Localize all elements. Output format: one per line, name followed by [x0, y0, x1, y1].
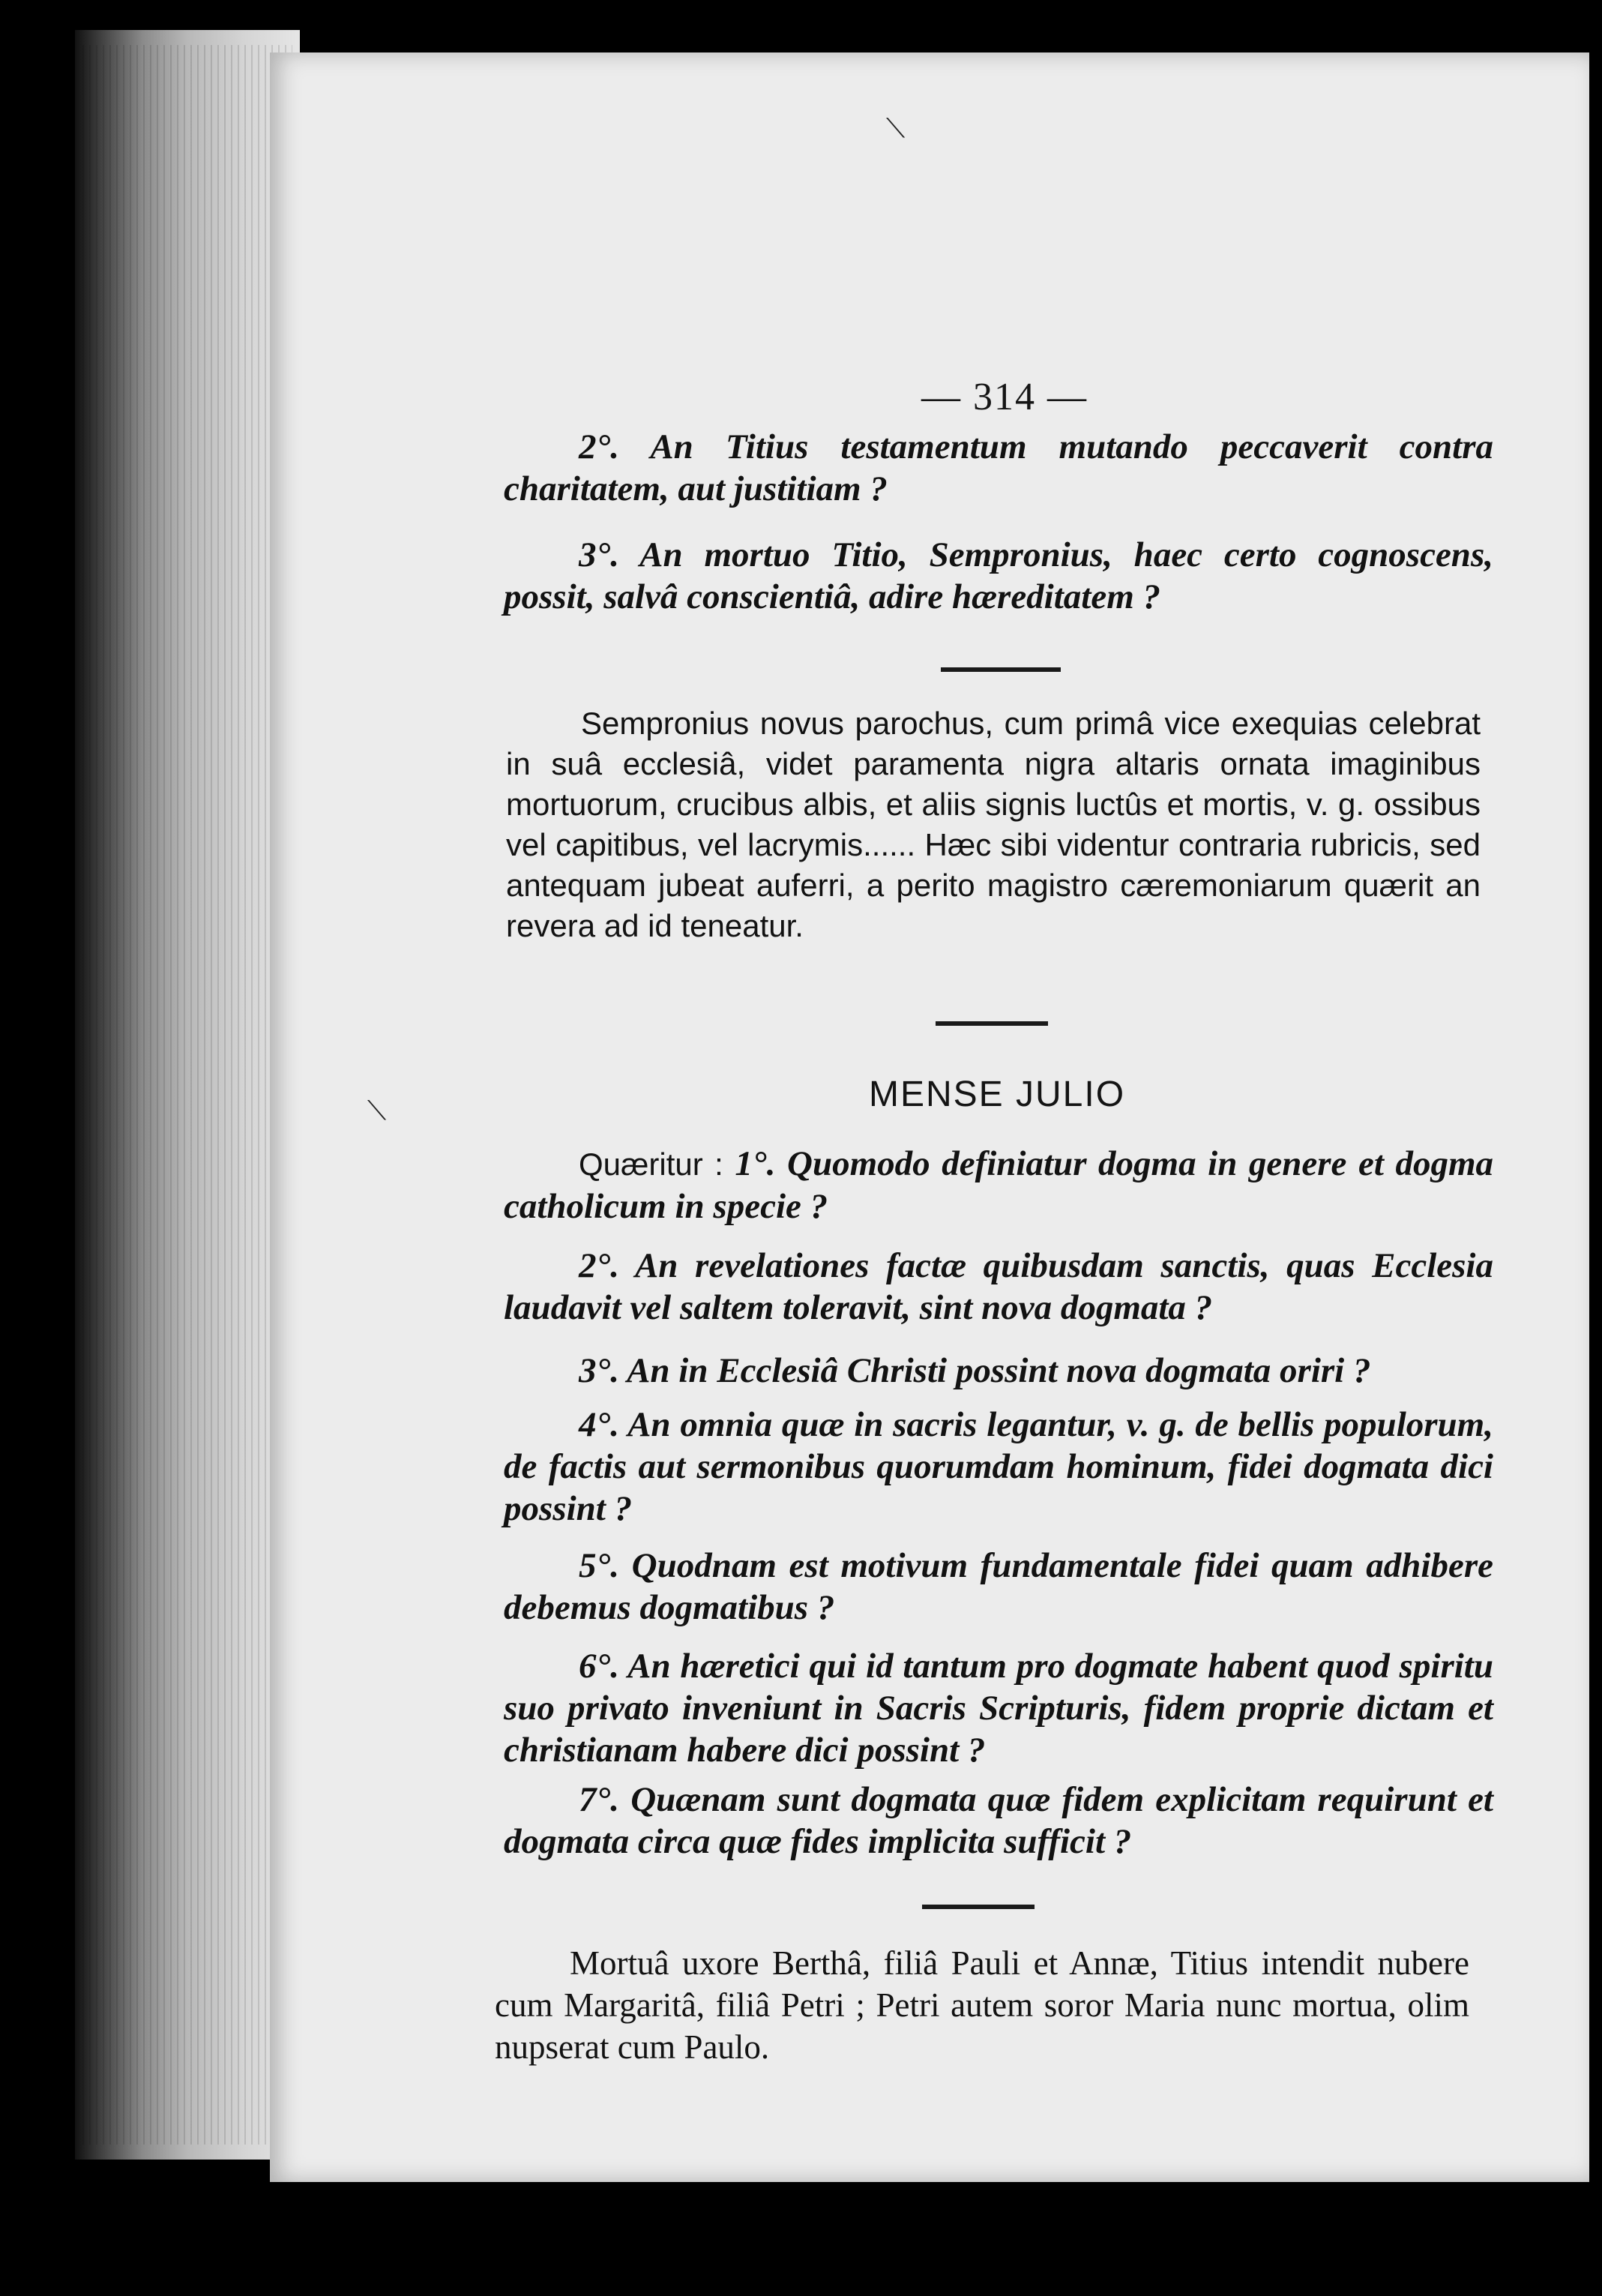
scan-mark: ⟍ — [367, 1096, 387, 1126]
question-number: 2°. — [579, 427, 620, 466]
question-number: 4°. — [579, 1405, 620, 1444]
quaeritur-label: Quæritur : — [579, 1147, 723, 1182]
page-number: — 314 — — [921, 376, 1088, 418]
section-divider — [922, 1905, 1035, 1909]
question-text: An revelationes factæ quibusdam sanctis, quas Ecclesia laudavit vel saltem toleravit, sint nova dogmata ? — [504, 1246, 1493, 1327]
question-1-dogma — [504, 1143, 1493, 1227]
question-3-titius — [504, 534, 1493, 618]
question-text: An in Ecclesiâ Christi possint nova dogmata oriri ? — [627, 1351, 1371, 1390]
question-number: 3°. — [579, 535, 620, 574]
question-number: 7°. — [579, 1780, 620, 1819]
question-4-sacris — [504, 1404, 1493, 1530]
question-2-titius — [504, 426, 1493, 510]
section-divider — [936, 1021, 1048, 1026]
question-text: An Titius testamentum mutando peccaverit contra charitatem, aut justitiam ? — [504, 427, 1493, 508]
question-number: 3°. — [579, 1351, 620, 1390]
question-3-ecclesia — [504, 1350, 1493, 1392]
question-number: 5°. — [579, 1546, 620, 1585]
case-titius — [495, 1942, 1469, 2068]
page-edges — [82, 45, 292, 2145]
question-number: 6°. — [579, 1647, 620, 1686]
question-7-explicitam — [504, 1779, 1493, 1863]
case-text: Mortuâ uxore Berthâ, filiâ Pauli et Annæ, Titius intendit nubere cum Margaritâ, filiâ Petri ; Petri autem soror Maria nunc mortua, olim nupserat cum Paulo. — [495, 1944, 1469, 2066]
question-text: An omnia quæ in sacris legantur, v. g. de bellis populorum, de factis aut sermonibus quorumdam hominum, fidei dogmata dici possint ? — [504, 1405, 1493, 1528]
case-sempronius — [506, 703, 1481, 946]
question-text: Quodnam est motivum fundamentale fidei quam adhibere debemus dogmatibus ? — [504, 1546, 1493, 1627]
section-divider — [941, 667, 1061, 672]
section-heading: MENSE JULIO — [868, 1075, 1126, 1114]
question-5-motivum — [504, 1545, 1493, 1629]
question-number: 2°. — [579, 1246, 620, 1285]
scan-mark: ⟍ — [886, 113, 906, 143]
question-text: An hæretici qui id tantum pro dogmate habent quod spiritu suo privato inveniunt in Sacris Scripturis, fidem proprie dictam et christianam habere dici possint ? — [504, 1647, 1493, 1770]
question-text: Quænam sunt dogmata quæ fidem explicitam requirunt et dogmata circa quæ fides implicita sufficit ? — [504, 1780, 1493, 1861]
question-6-haeretici — [504, 1645, 1493, 1771]
question-number: 1°. — [735, 1144, 776, 1183]
question-2-revelationes — [504, 1245, 1493, 1329]
case-text: Sempronius novus parochus, cum primâ vice exequias celebrat in suâ ecclesiâ, videt paramenta nigra altaris ornata imaginibus mortuorum, crucibus albis, et aliis signis luctûs et mortis, v. g. ossibus vel capitibus, vel lacrymis...... Hæc sibi videntur contraria rubricis, sed antequam jubeat auferri, a perito magistro cæremoniarum quærit an revera ad id teneatur. — [506, 706, 1481, 943]
question-text: An mortuo Titio, Sempronius, haec certo cognoscens, possit, salvâ conscientiâ, adire hæreditatem ? — [504, 535, 1493, 616]
book-page — [270, 52, 1589, 2182]
question-text: Quomodo definiatur dogma in genere et dogma catholicum in specie ? — [504, 1144, 1494, 1226]
